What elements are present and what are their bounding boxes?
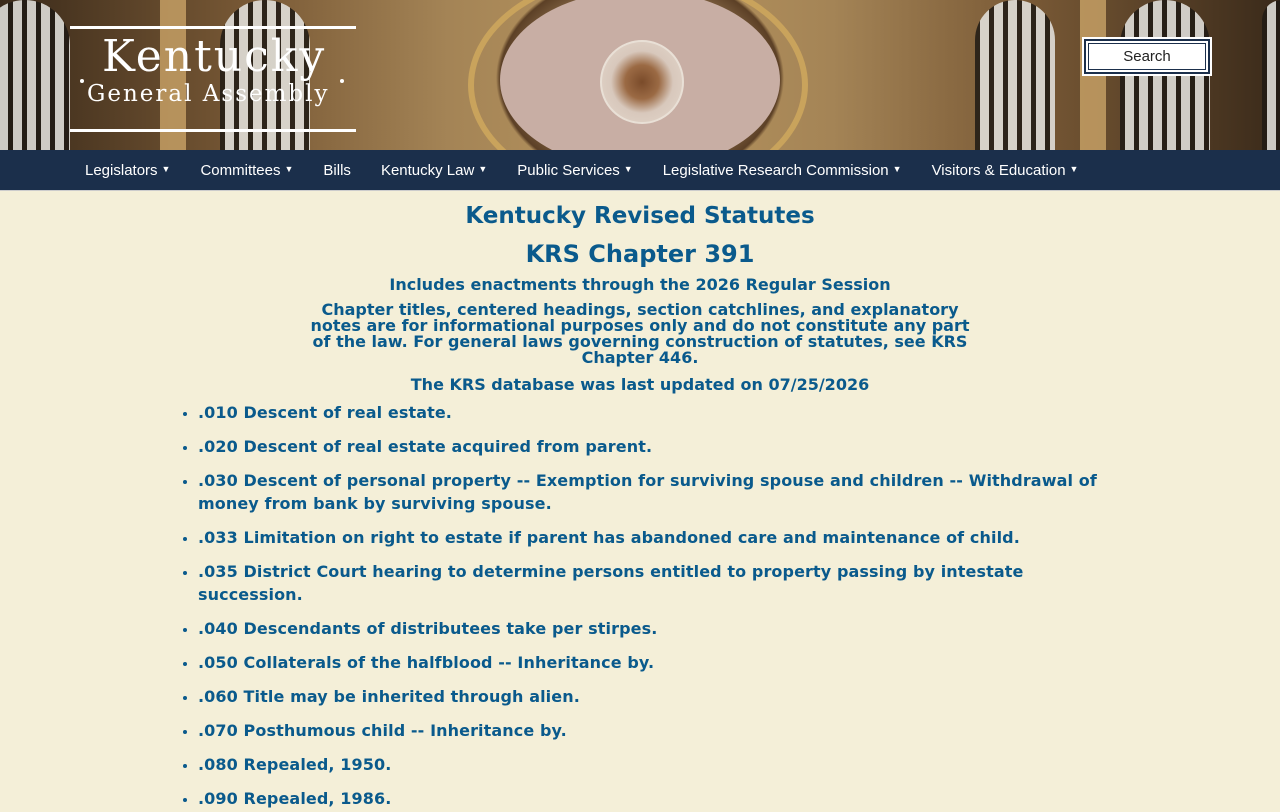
caret-down-icon: ▼	[623, 164, 633, 174]
nav-item-label: Legislative Research Commission	[662, 161, 889, 179]
nav-item-label: Visitors & Education	[931, 161, 1066, 179]
section-link[interactable]: • .010 Descent of real estate.	[198, 401, 1100, 424]
logo-dot	[340, 79, 344, 83]
dome-rosette-image	[600, 40, 684, 124]
nav-item-legislators[interactable]	[70, 162, 185, 179]
main-content	[0, 202, 1280, 810]
nav-item-label: Bills	[323, 161, 351, 179]
section-link[interactable]: • .020 Descent of real estate acquired from parent.	[198, 435, 1100, 458]
search-button[interactable]: Search	[1084, 39, 1210, 74]
session-note: Includes enactments through the 2026 Regular Session	[389, 275, 891, 294]
nav-item-committees[interactable]	[185, 162, 308, 179]
header-banner	[0, 0, 1280, 150]
logo-subtitle: General Assembly	[87, 81, 330, 107]
caret-down-icon: ▼	[161, 164, 171, 174]
caret-down-icon: ▼	[892, 164, 902, 174]
nav-item-label: Legislators	[85, 161, 158, 179]
section-link[interactable]: • .080 Repealed, 1950.	[198, 753, 1100, 776]
nav-item-kentucky-law[interactable]	[366, 162, 502, 179]
section-link[interactable]: • .060 Title may be inherited through alien.	[198, 685, 1100, 708]
disclaimer-text: Chapter titles, centered headings, section catchlines, and explanatory notes are for informational purposes only and do not constitute any part of the law. For general laws governing construction of statutes, see KRS Chapter 446.	[310, 300, 970, 367]
logo-title: Kentucky	[102, 31, 327, 82]
last-updated-text: The KRS database was last updated on 07/25/2026	[410, 375, 870, 394]
section-link[interactable]: • .050 Collaterals of the halfblood -- Inheritance by.	[198, 651, 1100, 674]
caret-down-icon: ▼	[284, 164, 294, 174]
section-list	[0, 401, 1100, 810]
section-link[interactable]: • .033 Limitation on right to estate if parent has abandoned care and maintenance of child.	[198, 526, 1100, 549]
window-arch-image	[1120, 0, 1210, 150]
site-logo[interactable]	[70, 26, 356, 132]
nav-item-lrc[interactable]	[648, 162, 917, 179]
page-title: Kentucky Revised Statutes	[465, 203, 815, 229]
chapter-title: KRS Chapter 391	[525, 240, 755, 268]
caret-down-icon: ▼	[478, 164, 488, 174]
section-link[interactable]: • .090 Repealed, 1986.	[198, 787, 1100, 810]
nav-item-label: Kentucky Law	[380, 161, 475, 179]
nav-item-label: Committees	[200, 161, 281, 179]
nav-item-visitors-education[interactable]	[917, 162, 1094, 179]
window-arch-image	[0, 0, 70, 150]
pillar-image	[1080, 0, 1106, 150]
nav-item-public-services[interactable]	[502, 162, 647, 179]
section-link[interactable]: • .070 Posthumous child -- Inheritance by.	[198, 719, 1100, 742]
nav-item-bills[interactable]	[308, 162, 366, 179]
section-link[interactable]: • .030 Descent of personal property -- Exemption for surviving spouse and children -- Withdrawal of money from bank by surviving spouse.	[198, 469, 1100, 515]
window-arch-image	[1262, 0, 1280, 150]
section-link[interactable]: • .035 District Court hearing to determine persons entitled to property passing by intestate succession.	[198, 560, 1100, 606]
main-nav	[0, 150, 1280, 191]
section-link[interactable]: • .040 Descendants of distributees take per stirpes.	[198, 617, 1100, 640]
caret-down-icon: ▼	[1069, 164, 1079, 174]
logo-dot	[80, 79, 84, 83]
nav-item-label: Public Services	[517, 161, 620, 179]
window-arch-image	[975, 0, 1055, 150]
